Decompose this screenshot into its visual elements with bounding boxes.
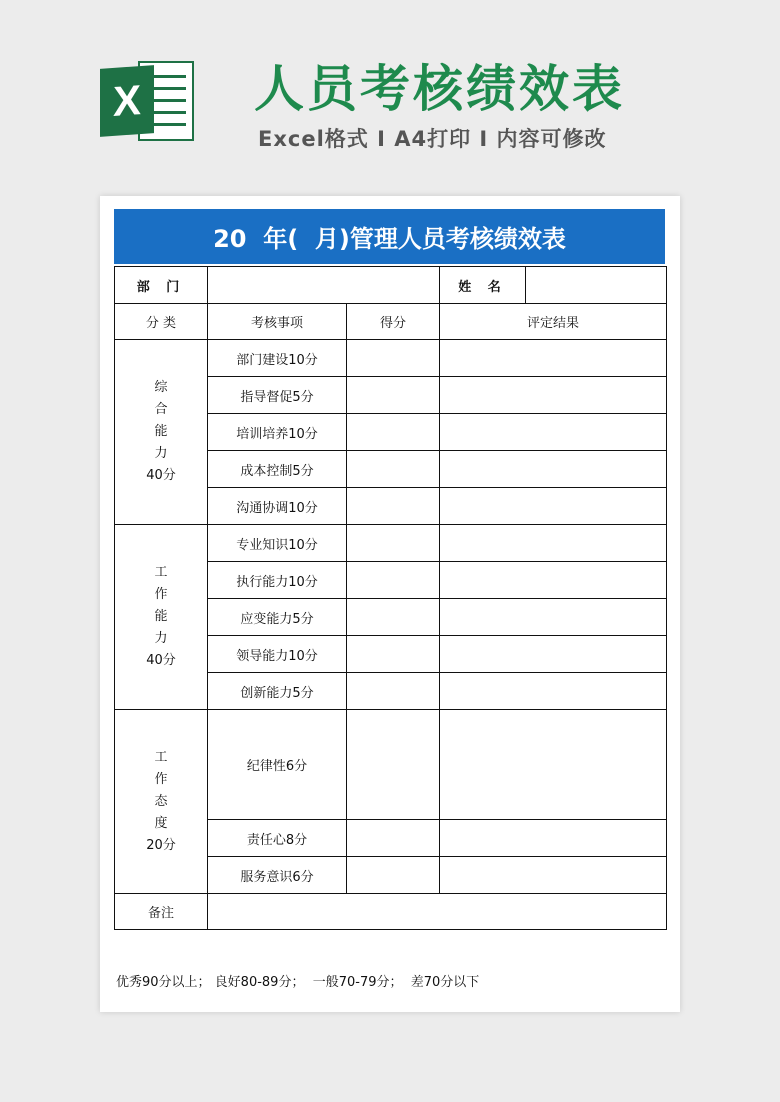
score-cell[interactable] [347,636,440,673]
result-cell[interactable] [440,710,667,820]
category-char: 工 [154,565,168,580]
excel-badge: X [100,65,154,137]
category-char: 力 [154,446,168,461]
remark-field[interactable] [208,894,667,930]
result-cell[interactable] [440,857,667,894]
remark-label: 备注 [115,894,208,930]
item-cell: 专业知识10分 [208,525,347,562]
category-char: 20分 [146,837,176,853]
score-cell[interactable] [347,857,440,894]
category-char: 40分 [146,468,176,483]
category-char: 工 [154,749,168,765]
category-cell [115,710,208,894]
score-cell[interactable] [347,525,440,562]
category-cell [115,525,208,710]
score-cell[interactable] [347,599,440,636]
name-label: 姓 名 [440,267,526,304]
score-cell[interactable] [347,377,440,414]
result-cell[interactable] [440,451,667,488]
item-cell: 执行能力10分 [208,562,347,599]
result-cell[interactable] [440,488,667,525]
page-subtitle: Excel格式 I A4打印 I 内容可修改 [258,127,607,151]
score-cell[interactable] [347,414,440,451]
category-char: 40分 [146,653,176,668]
remark-row [115,894,667,930]
item-cell: 沟通协调10分 [208,488,347,525]
category-char: 能 [154,424,168,439]
info-row [115,267,667,304]
col-category: 分 类 [115,304,208,340]
score-cell[interactable] [347,488,440,525]
result-cell[interactable] [440,414,667,451]
table-row [115,525,667,562]
item-cell: 成本控制5分 [208,451,347,488]
col-item: 考核事项 [208,304,347,340]
table-row [115,340,667,377]
score-cell[interactable] [347,673,440,710]
result-cell[interactable] [440,525,667,562]
item-cell: 服务意识6分 [208,857,347,894]
category-char: 力 [154,631,168,646]
column-header-row [115,304,667,340]
evaluation-table [114,266,667,930]
category-cell [115,340,208,525]
item-cell: 培训培养10分 [208,414,347,451]
result-cell[interactable] [440,377,667,414]
score-cell[interactable] [347,710,440,820]
category-char: 作 [154,771,168,787]
dept-field[interactable] [208,267,440,304]
result-cell[interactable] [440,340,667,377]
item-cell: 应变能力5分 [208,599,347,636]
score-cell[interactable] [347,451,440,488]
result-cell[interactable] [440,562,667,599]
grading-scale-note: 优秀90分以上； 良好80-89分； 一般70-79分； 差70分以下 [116,975,480,990]
score-cell[interactable] [347,562,440,599]
category-char: 合 [154,402,168,417]
score-cell[interactable] [347,820,440,857]
category-char: 作 [154,587,168,602]
document-paper [100,196,680,1012]
col-result: 评定结果 [440,304,667,340]
score-cell[interactable] [347,340,440,377]
item-cell: 指导督促5分 [208,377,347,414]
col-score: 得分 [347,304,440,340]
item-cell: 创新能力5分 [208,673,347,710]
page-title: 人员考核绩效表 [254,60,625,118]
item-cell: 领导能力10分 [208,636,347,673]
result-cell[interactable] [440,599,667,636]
item-cell: 责任心8分 [208,820,347,857]
item-cell: 纪律性6分 [208,710,347,820]
result-cell[interactable] [440,820,667,857]
dept-label: 部 门 [115,267,208,304]
category-char: 能 [154,609,168,624]
table-row [115,710,667,820]
category-char: 综 [154,380,168,395]
name-field[interactable] [526,267,667,304]
result-cell[interactable] [440,673,667,710]
excel-logo-icon [100,55,200,147]
item-cell: 部门建设10分 [208,340,347,377]
form-title: 20 年( 月)管理人员考核绩效表 [114,209,665,264]
category-char: 态 [154,793,168,809]
category-char: 度 [154,815,168,831]
result-cell[interactable] [440,636,667,673]
